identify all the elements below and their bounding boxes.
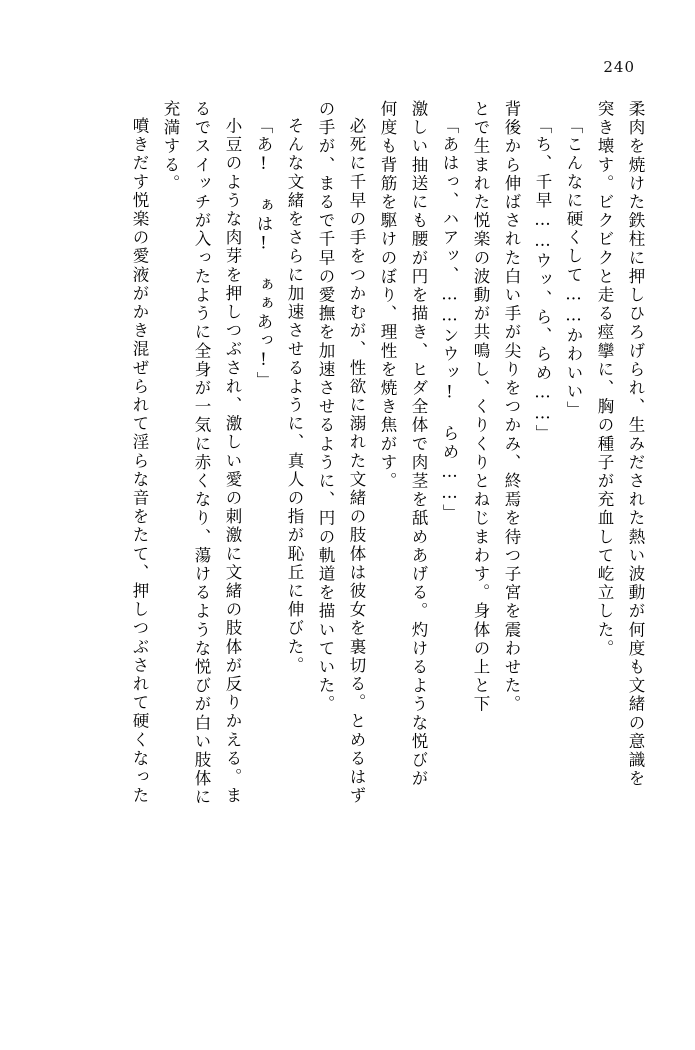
text-column: 充満する。 (161, 100, 180, 193)
text-column: 「あ! ぁは! ぁぁあっ!」 (254, 117, 273, 390)
page-number: 240 (603, 58, 635, 76)
text-column: 激しい抽送にも腰が円を描き、ヒダ全体で肉茎を舐めあげる。灼けるような悦びが (409, 100, 428, 789)
text-column: 突き壊す。ビクビクと走る痙攣に、胸の種子が充血して屹立した。 (595, 100, 614, 658)
text-column: そんな文緒をさらに加速させるように、真人の指が恥丘に伸びた。 (285, 117, 304, 675)
text-column: 何度も背筋を駆けのぼり、理性を焼き焦がす。 (378, 100, 397, 491)
body-text-columns (52, 100, 643, 980)
text-column: 背後から伸ばされた白い手が尖りをつかみ、終焉を待つ子宮を震わせた。 (502, 100, 521, 714)
text-column: 「あはっ、ハアッ、……ンウッ! らめ……」 (440, 117, 459, 523)
text-column: の手が、まるで千早の愛撫を加速させるように、円の軌道を描いていた。 (316, 100, 335, 714)
text-column: とで生まれた悦楽の波動が共鳴し、くりくりとねじまわす。身体の上と下 (471, 100, 490, 714)
text-column: るでスイッチが入ったように全身が一気に赤くなり、蕩けるような悦びが白い肢体に (192, 100, 211, 807)
text-column: 「ち、千早……ウッ、ら、らめ……」 (533, 117, 552, 444)
text-column: 必死に千早の手をつかむが、性欲に溺れた文緒の肢体は彼女を裏切る。とめるはず (347, 117, 366, 806)
text-column: 噴きだす悦楽の愛液がかき混ぜられて淫らな音をたて、押しつぶされて硬くなった (130, 117, 149, 806)
text-column: 柔肉を焼けた鉄柱に押しひろげられ、生みだされた熱い波動が何度も文緒の意識を (626, 100, 645, 789)
text-column: 「こんなに硬くして……かわいい」 (564, 117, 583, 420)
text-column: 小豆のような肉芽を押しつぶされ、激しい愛の刺激に文緒の肢体が反りかえる。ま (223, 117, 242, 806)
